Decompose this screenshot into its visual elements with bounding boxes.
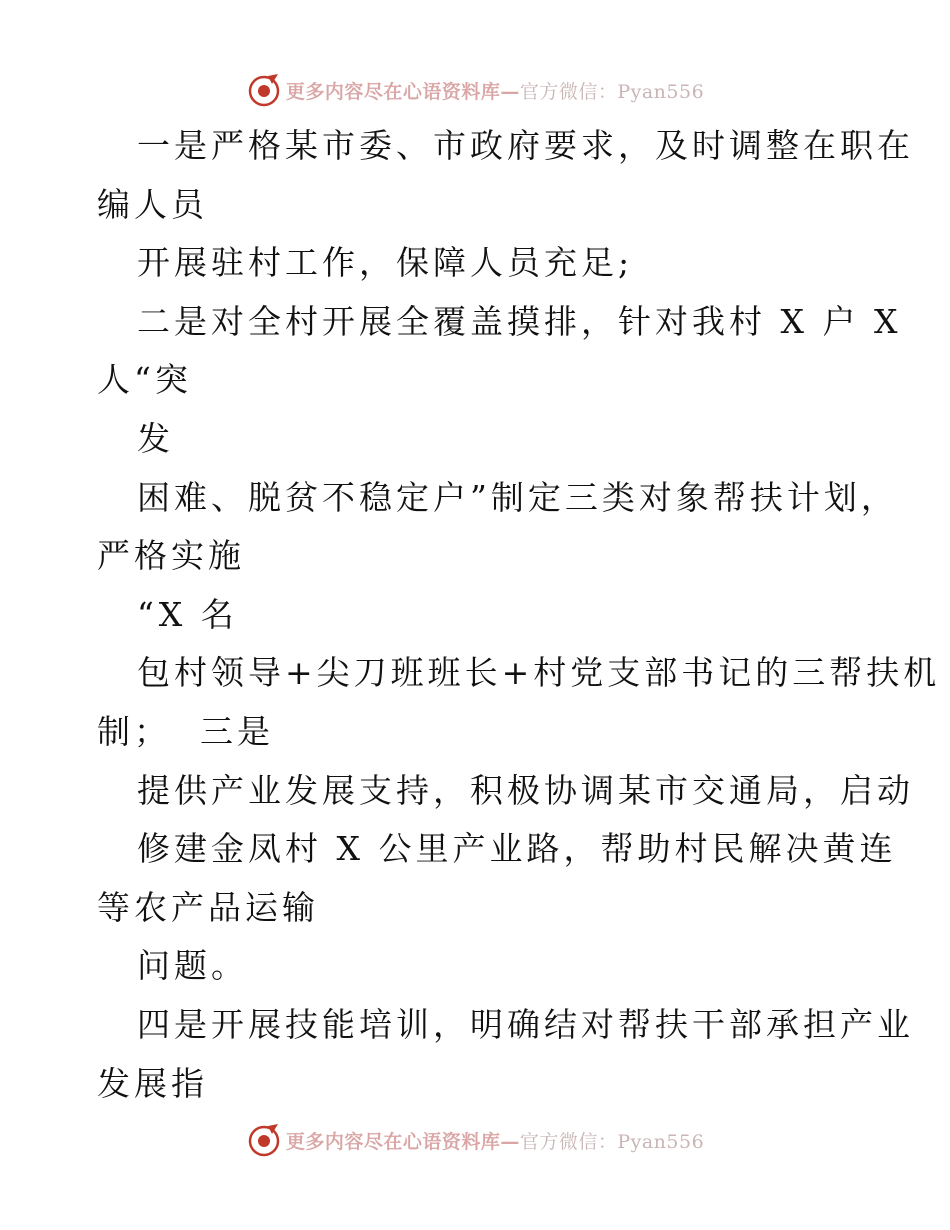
text-line: 人“突 <box>97 360 192 400</box>
header-banner <box>0 70 950 110</box>
text-line: 包村领导+尖刀班班长+村党支部书记的三帮扶机 <box>137 653 941 693</box>
text-line: 问题。 <box>137 946 248 986</box>
banner-wechat: 官方微信：Pyan556 <box>519 80 705 103</box>
text-line: 编人员 <box>97 184 208 224</box>
text-line: 发 <box>137 418 174 458</box>
banner-separator: — <box>500 80 520 103</box>
banner-title: 更多内容尽在心语资料库 <box>285 80 501 103</box>
text-line: 修建金凤村 X 公里产业路，帮助村民解决黄连 <box>137 829 897 869</box>
text-line: 等农产品运输 <box>97 887 319 927</box>
quill-pen-icon <box>246 72 282 108</box>
banner-title: 更多内容尽在心语资料库 <box>285 1130 501 1153</box>
text-line: 严格实施 <box>97 536 245 576</box>
text-line: 制； 三是 <box>97 711 274 751</box>
text-line: “X 名 <box>137 594 238 634</box>
text-line: 开展驻村工作，保障人员充足; <box>137 243 634 283</box>
text-line: 二是对全村开展全覆盖摸排，针对我村 X 户 X <box>137 301 902 341</box>
text-line: 提供产业发展支持，积极协调某市交通局，启动 <box>137 770 914 810</box>
text-line: 一是严格某市委、市政府要求，及时调整在职在 <box>137 126 914 165</box>
text-line: 困难、脱贫不稳定户”制定三类对象帮扶计划， <box>137 477 898 517</box>
banner-separator: — <box>500 1130 520 1153</box>
text-line: 四是开展技能培训，明确结对帮扶干部承担产业 <box>137 1004 914 1044</box>
text-line: 发展指 <box>97 1063 208 1103</box>
footer-banner <box>0 1120 950 1160</box>
document-body <box>97 117 941 1113</box>
banner-wechat: 官方微信：Pyan556 <box>519 1130 705 1153</box>
quill-pen-icon <box>246 1122 282 1158</box>
